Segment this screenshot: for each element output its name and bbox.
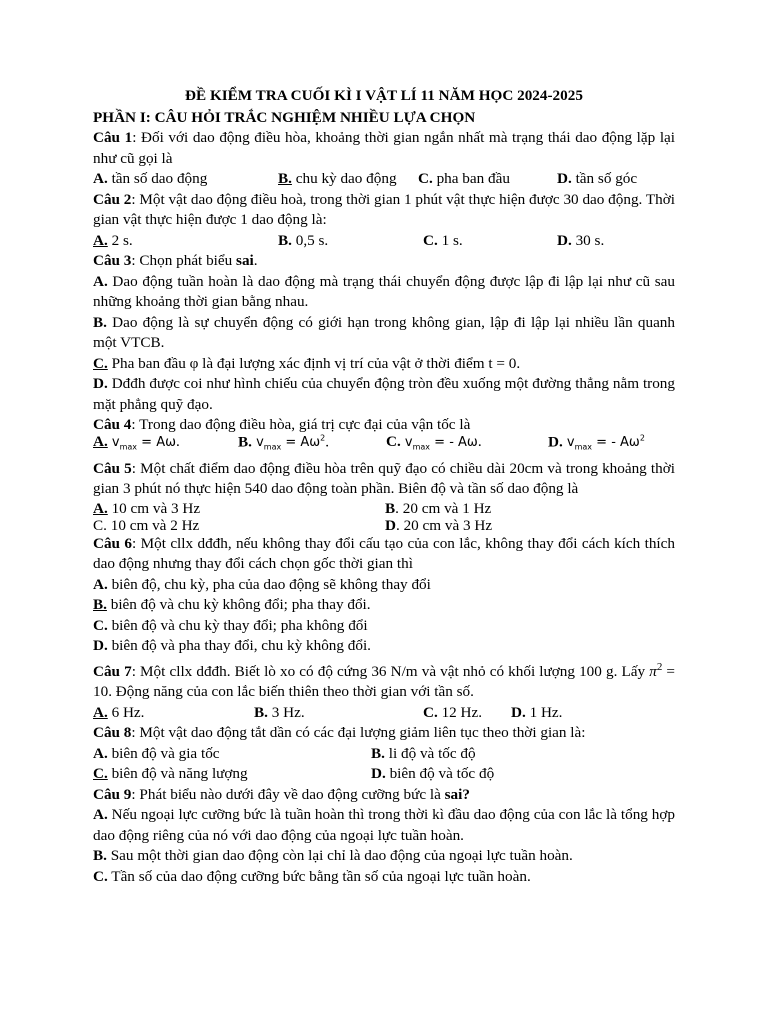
option-b: B. 3 Hz. <box>254 703 305 721</box>
option-a: A. Nếu ngoại lực cưỡng bức là tuần hoàn thì trong thời kì đầu dao động của con lắc là tổng hợp dao động riêng của nó với dao động của ngoại lực tuần hoàn. <box>93 806 675 844</box>
question-2-options <box>93 231 675 252</box>
formula: $v_{max}$ = - $A\omega^2$ <box>566 434 645 452</box>
option-a: A. 6 Hz. <box>93 703 145 721</box>
question-label: Câu 5 <box>93 459 132 477</box>
question-label: Câu 2 <box>93 190 132 208</box>
formula: $v_{max} = A\omega$ <box>111 435 176 452</box>
question-text: : Một cllx dđđh, nếu không thay đổi cấu tạo của con lắc, không thay đổi cách kích thích dao động nhưng thay đổi cách chọn gốc thời gian thì <box>93 534 675 572</box>
option-a: A. biên độ, chu kỳ, pha của dao động sẽ không thay đổi <box>93 575 431 593</box>
option-d: D. 20 cm và 3 Hz <box>385 516 493 534</box>
formula: $v_{max}$ = - Aω <box>404 435 478 452</box>
option-c: C. Pha ban đầu φ là đại lượng xác định vị trí của vật ở thời điểm t = 0. <box>93 354 521 372</box>
question-5 <box>93 459 675 500</box>
question-6 <box>93 534 675 575</box>
question-label: Câu 9 <box>93 785 132 803</box>
option-c: C. 12 Hz. <box>423 703 483 721</box>
question-text: : Đối với dao động điều hòa, khoảng thời gian ngắn nhất mà trạng thái dao động lặp lại như cũ gọi là <box>93 129 676 167</box>
question-text: : Một vật dao động tắt dần có các đại lượng giảm liên tục theo thời gian là: <box>131 724 586 742</box>
option-b: B. Sau một thời gian dao động còn lại chỉ là dao động của ngoại lực tuần hoàn. <box>93 847 573 865</box>
option-c: C. Tần số của dao động cưỡng bức bằng tần số của ngoại lực tuần hoàn. <box>93 867 531 885</box>
question-label: Câu 4 <box>93 416 132 433</box>
question-1-options <box>93 169 675 190</box>
question-text: : Trong dao động điều hòa, giá trị cực đại của vận tốc là <box>131 416 471 433</box>
option-d: D. biên độ và tốc độ <box>371 765 495 783</box>
option-b: B. li độ và tốc độ <box>371 744 476 762</box>
question-label: Câu 8 <box>93 724 132 742</box>
question-8-options-row1 <box>93 744 675 765</box>
question-3: Câu 3: Chọn phát biểu sai. <box>93 252 258 269</box>
question-5-options-row2 <box>93 517 675 534</box>
option-d: D. 1 Hz. <box>511 703 563 721</box>
option-c: C. $v_{max}$ = - Aω. <box>386 433 482 452</box>
question-label: Câu 6 <box>93 534 132 552</box>
option-a: A. biên độ và gia tốc <box>93 744 220 762</box>
option-c: C. 10 cm và 2 Hz <box>93 516 200 534</box>
option-a: A. tần số dao động <box>93 170 208 187</box>
option-a: A. Dao động tuần hoàn là dao động mà trạng thái chuyển động được lập đi lập lại như cũ sau những khoảng thời gian bằng nhau. <box>93 272 675 310</box>
option-b: B. Dao động là sự chuyển động có giới hạn trong không gian, lập đi lập lại nhiều lần quanh một VTCB. <box>93 313 675 351</box>
option-a: A. $v_{max} = A\omega$. <box>93 433 180 452</box>
option-b: B. 0,5 s. <box>278 231 329 249</box>
option-d: D. tần số góc <box>557 170 638 187</box>
question-label: Câu 1 <box>93 129 133 146</box>
question-4-options <box>93 433 675 459</box>
option-c: C. pha ban đầu <box>418 170 510 187</box>
option-a: A. 10 cm và 3 Hz <box>93 499 201 517</box>
question-8-options-row2 <box>93 764 675 785</box>
option-d: D. biên độ và pha thay đổi, chu kỳ không đổi. <box>93 637 371 654</box>
option-c: C. 1 s. <box>423 231 463 249</box>
question-label: Câu 3 <box>93 252 132 269</box>
option-c: C. biên độ và năng lượng <box>93 765 248 783</box>
option-d: D. $v_{max}$ = - $A\omega^2$ <box>548 433 645 452</box>
exam-page <box>93 86 675 887</box>
option-d: D. Dđđh được coi như hình chiếu của chuyển động tròn đều xuống một đường thẳng nằm trong mặt phẳng quỹ đạo. <box>93 375 675 413</box>
question-text: : Một chất điểm dao động điều hòa trên quỹ đạo có chiều dài 20cm và trong khoảng thời gian 3 phút nó thực hiện 540 dao động toàn phần. Biên độ và tần số dao động là <box>93 459 675 497</box>
option-b: B. biên độ và chu kỳ không đổi; pha thay đổi. <box>93 596 371 613</box>
section-heading: PHẦN I: CÂU HỎI TRẮC NGHIỆM NHIỀU LỰA CHỌN <box>93 108 476 126</box>
option-d: D. 30 s. <box>557 231 605 249</box>
question-1 <box>93 128 675 169</box>
emphasis-word: sai <box>236 252 254 269</box>
question-5-options-row1 <box>93 500 675 517</box>
formula: $v_{max} = A\omega^2$ <box>256 434 326 452</box>
question-label: Câu 7 <box>93 662 132 680</box>
question-2 <box>93 190 675 231</box>
question-7-options <box>93 703 675 724</box>
question-text: : Một vật dao động điều hoà, trong thời gian 1 phút vật thực hiện được 30 dao động. Thời gian vật thực hiện được 1 dao động là: <box>93 190 675 228</box>
question-7: Câu 7: Một cllx dđđh. Biết lò xo có độ cứng 36 N/m và vật nhỏ có khối lượng 100 g. Lấy $\pi^2 = 10$. Động năng của con lắc biến thiên theo thời gian với tần số. <box>93 660 675 701</box>
option-c: C. biên độ và chu kỳ thay đổi; pha không đổi <box>93 616 368 634</box>
emphasis-word: sai? <box>444 785 470 803</box>
question-9: Câu 9: Phát biểu nào dưới đây về dao động cưỡng bức là sai? <box>93 785 470 803</box>
option-b: B. chu kỳ dao động <box>278 170 397 187</box>
question-8 <box>93 723 675 744</box>
option-b: B. 20 cm và 1 Hz <box>385 499 492 517</box>
exam-title: ĐỀ KIỂM TRA CUỐI KÌ I VẬT LÍ 11 NĂM HỌC 2024-2025 <box>185 87 583 104</box>
option-a: A. 2 s. <box>93 231 133 249</box>
option-b: B. $v_{max} = A\omega^2$. <box>238 433 330 452</box>
